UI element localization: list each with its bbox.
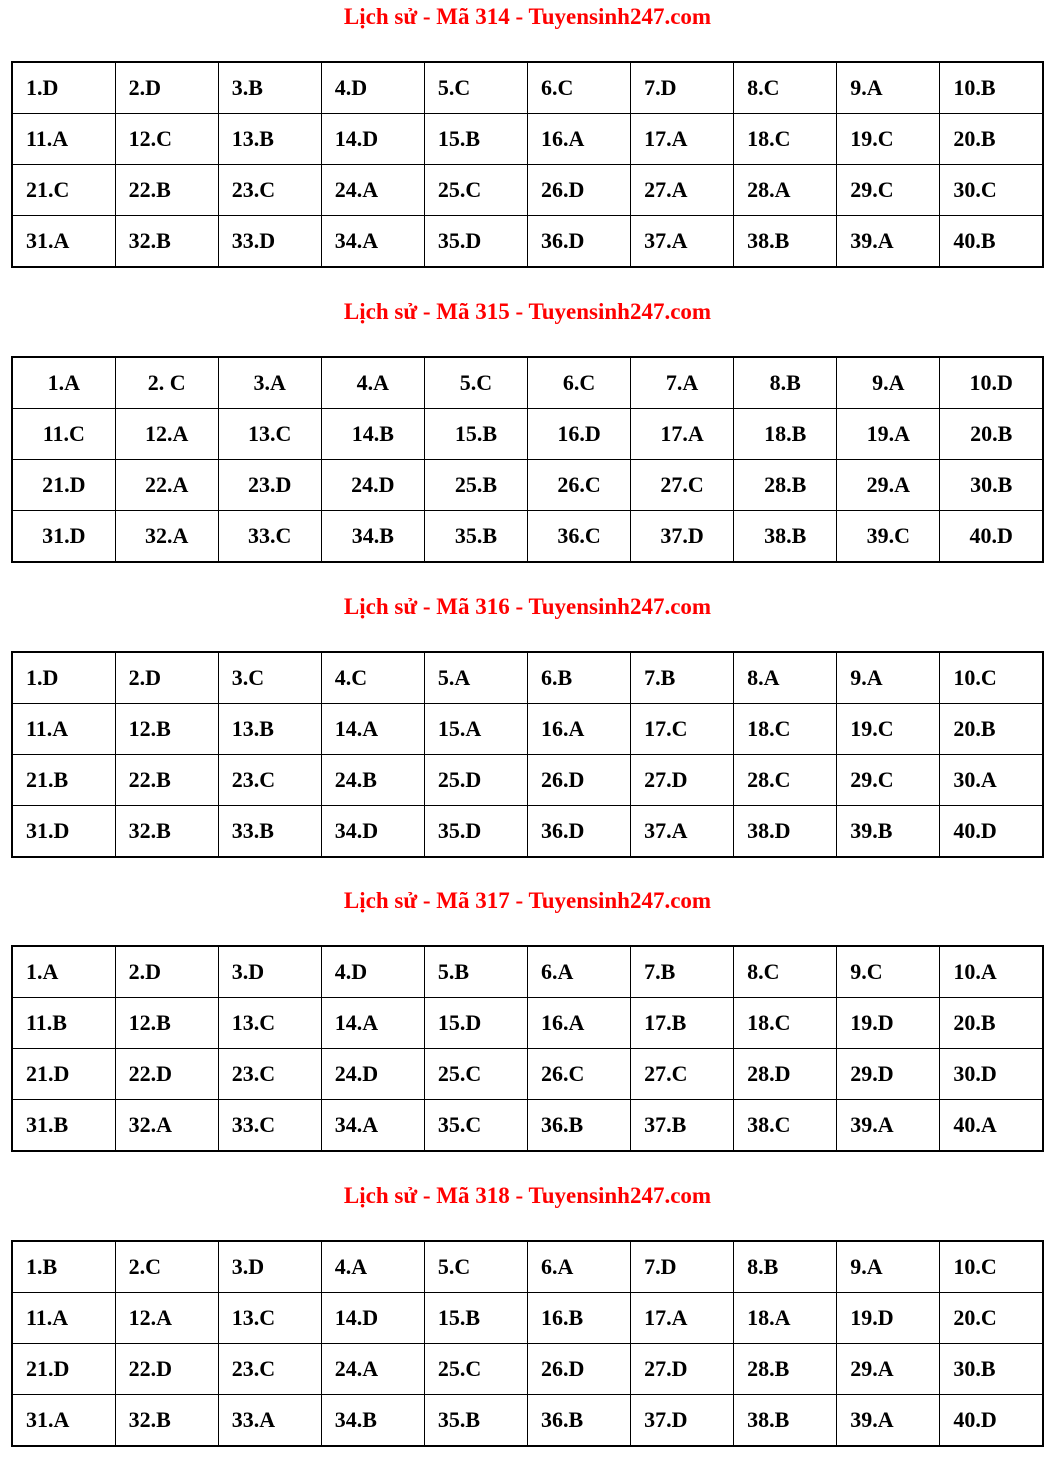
answer-cell: 16.A xyxy=(527,704,630,755)
answer-cell: 3.D xyxy=(218,946,321,998)
section-title: Lịch sử - Mã 317 - Tuyensinh247.com xyxy=(343,888,712,913)
answer-cell: 11.B xyxy=(12,998,115,1049)
answer-cell: 27.D xyxy=(631,755,734,806)
answer-cell: 34.A xyxy=(321,216,424,268)
answer-cell: 15.D xyxy=(424,998,527,1049)
answer-cell: 8.B xyxy=(734,1241,837,1293)
answer-table xyxy=(11,356,1044,563)
answer-cell: 6.A xyxy=(527,1241,630,1293)
answer-cell: 3.C xyxy=(218,652,321,704)
answer-cell: 29.A xyxy=(837,1344,940,1395)
answer-cell: 33.C xyxy=(218,1100,321,1152)
answer-cell: 2. C xyxy=(115,357,218,409)
answer-cell: 7.D xyxy=(631,1241,734,1293)
answer-table xyxy=(11,651,1044,858)
answer-cell: 13.C xyxy=(218,1293,321,1344)
answer-cell: 24.A xyxy=(321,1344,424,1395)
answer-cell: 17.A xyxy=(631,114,734,165)
answer-cell: 32.B xyxy=(115,1395,218,1447)
answer-cell: 6.C xyxy=(527,357,630,409)
answer-cell: 37.D xyxy=(631,511,734,563)
answer-cell: 30.A xyxy=(940,755,1043,806)
answer-cell: 38.D xyxy=(734,806,837,858)
answer-cell: 27.D xyxy=(631,1344,734,1395)
answer-cell: 34.B xyxy=(321,1395,424,1447)
table-row xyxy=(12,511,1043,563)
answer-cell: 22.D xyxy=(115,1049,218,1100)
answer-cell: 20.B xyxy=(940,998,1043,1049)
answer-cell: 38.C xyxy=(734,1100,837,1152)
table-row xyxy=(12,1241,1043,1293)
answer-cell: 29.D xyxy=(837,1049,940,1100)
answer-cell: 23.C xyxy=(218,1344,321,1395)
answer-cell: 15.B xyxy=(424,1293,527,1344)
answer-cell: 36.D xyxy=(527,216,630,268)
answer-cell: 40.D xyxy=(940,806,1043,858)
answer-cell: 14.A xyxy=(321,998,424,1049)
answer-cell: 15.B xyxy=(424,114,527,165)
answer-cell: 2.D xyxy=(115,946,218,998)
answer-cell: 30.B xyxy=(940,460,1043,511)
answer-cell: 31.A xyxy=(12,1395,115,1447)
answer-cell: 16.D xyxy=(527,409,630,460)
answer-cell: 33.C xyxy=(218,511,321,563)
answer-cell: 22.B xyxy=(115,755,218,806)
answer-cell: 30.C xyxy=(940,165,1043,216)
answer-cell: 40.D xyxy=(940,1395,1043,1447)
answer-cell: 13.C xyxy=(218,409,321,460)
answer-cell: 30.D xyxy=(940,1049,1043,1100)
answer-cell: 30.B xyxy=(940,1344,1043,1395)
answer-cell: 18.B xyxy=(734,409,837,460)
answer-cell: 16.B xyxy=(527,1293,630,1344)
answer-cell: 39.A xyxy=(837,1100,940,1152)
answer-cell: 6.C xyxy=(527,62,630,114)
answer-cell: 3.A xyxy=(218,357,321,409)
table-row xyxy=(12,1395,1043,1447)
answer-cell: 19.C xyxy=(837,114,940,165)
table-row xyxy=(12,755,1043,806)
answer-cell: 14.A xyxy=(321,704,424,755)
answer-cell: 12.A xyxy=(115,1293,218,1344)
answer-cell: 5.C xyxy=(424,1241,527,1293)
answer-cell: 31.A xyxy=(12,216,115,268)
answer-cell: 35.B xyxy=(424,1395,527,1447)
answer-cell: 21.B xyxy=(12,755,115,806)
table-row xyxy=(12,165,1043,216)
answer-cell: 27.A xyxy=(631,165,734,216)
answer-cell: 1.D xyxy=(12,62,115,114)
table-row xyxy=(12,1293,1043,1344)
table-row xyxy=(12,460,1043,511)
answer-cell: 26.C xyxy=(527,1049,630,1100)
answer-cell: 11.C xyxy=(12,409,115,460)
answer-cell: 34.A xyxy=(321,1100,424,1152)
answer-cell: 40.B xyxy=(940,216,1043,268)
answer-cell: 15.B xyxy=(424,409,527,460)
answer-cell: 22.D xyxy=(115,1344,218,1395)
answer-cell: 32.B xyxy=(115,216,218,268)
answer-cell: 24.D xyxy=(321,460,424,511)
answer-cell: 4.A xyxy=(321,1241,424,1293)
answer-cell: 19.A xyxy=(837,409,940,460)
table-row xyxy=(12,1049,1043,1100)
table-row xyxy=(12,998,1043,1049)
answer-cell: 19.D xyxy=(837,998,940,1049)
answer-cell: 1.D xyxy=(12,652,115,704)
answer-cell: 5.A xyxy=(424,652,527,704)
table-row xyxy=(12,114,1043,165)
answer-cell: 36.B xyxy=(527,1395,630,1447)
answer-cell: 7.A xyxy=(631,357,734,409)
answer-cell: 10.D xyxy=(940,357,1043,409)
answer-cell: 12.B xyxy=(115,704,218,755)
answer-cell: 9.A xyxy=(837,652,940,704)
answer-cell: 11.A xyxy=(12,114,115,165)
answer-cell: 20.B xyxy=(940,114,1043,165)
answer-cell: 2.D xyxy=(115,62,218,114)
answer-cell: 28.A xyxy=(734,165,837,216)
answer-cell: 7.D xyxy=(631,62,734,114)
answer-cell: 20.B xyxy=(940,704,1043,755)
answer-cell: 32.A xyxy=(115,511,218,563)
answer-cell: 17.C xyxy=(631,704,734,755)
answer-cell: 5.C xyxy=(424,62,527,114)
answer-cell: 25.C xyxy=(424,165,527,216)
answer-cell: 5.C xyxy=(424,357,527,409)
answer-cell: 35.B xyxy=(424,511,527,563)
answer-cell: 29.C xyxy=(837,165,940,216)
answer-cell: 37.A xyxy=(631,806,734,858)
answer-cell: 34.B xyxy=(321,511,424,563)
answer-cell: 38.B xyxy=(734,1395,837,1447)
answer-cell: 26.D xyxy=(527,165,630,216)
answer-cell: 19.D xyxy=(837,1293,940,1344)
answer-cell: 38.B xyxy=(734,511,837,563)
answer-cell: 19.C xyxy=(837,704,940,755)
answer-cell: 9.C xyxy=(837,946,940,998)
answer-cell: 37.B xyxy=(631,1100,734,1152)
answer-cell: 10.B xyxy=(940,62,1043,114)
answer-cell: 14.B xyxy=(321,409,424,460)
answer-cell: 8.B xyxy=(734,357,837,409)
answer-cell: 14.D xyxy=(321,114,424,165)
answer-cell: 37.A xyxy=(631,216,734,268)
answer-cell: 13.C xyxy=(218,998,321,1049)
answer-cell: 20.C xyxy=(940,1293,1043,1344)
answer-cell: 13.B xyxy=(218,704,321,755)
section-title: Lịch sử - Mã 315 - Tuyensinh247.com xyxy=(343,299,712,324)
answer-cell: 1.A xyxy=(12,357,115,409)
answer-cell: 25.C xyxy=(424,1344,527,1395)
answer-cell: 12.B xyxy=(115,998,218,1049)
answer-cell: 1.A xyxy=(12,946,115,998)
answer-cell: 39.A xyxy=(837,1395,940,1447)
answer-cell: 38.B xyxy=(734,216,837,268)
answer-cell: 11.A xyxy=(12,1293,115,1344)
answer-cell: 2.C xyxy=(115,1241,218,1293)
answer-cell: 16.A xyxy=(527,114,630,165)
answer-cell: 4.C xyxy=(321,652,424,704)
answer-cell: 25.D xyxy=(424,755,527,806)
answer-cell: 25.C xyxy=(424,1049,527,1100)
answer-cell: 35.C xyxy=(424,1100,527,1152)
answer-cell: 28.B xyxy=(734,460,837,511)
answer-cell: 33.D xyxy=(218,216,321,268)
table-row xyxy=(12,946,1043,998)
answer-cell: 20.B xyxy=(940,409,1043,460)
answer-cell: 35.D xyxy=(424,806,527,858)
answer-cell: 2.D xyxy=(115,652,218,704)
answer-cell: 10.C xyxy=(940,652,1043,704)
answer-cell: 34.D xyxy=(321,806,424,858)
answer-cell: 33.B xyxy=(218,806,321,858)
answer-cell: 11.A xyxy=(12,704,115,755)
answer-cell: 4.D xyxy=(321,62,424,114)
answer-cell: 10.A xyxy=(940,946,1043,998)
table-row xyxy=(12,62,1043,114)
answer-cell: 36.C xyxy=(527,511,630,563)
answer-cell: 22.A xyxy=(115,460,218,511)
answer-cell: 27.C xyxy=(631,460,734,511)
answer-cell: 39.A xyxy=(837,216,940,268)
table-row xyxy=(12,1344,1043,1395)
answer-cell: 32.B xyxy=(115,806,218,858)
answer-cell: 17.A xyxy=(631,1293,734,1344)
section-title: Lịch sử - Mã 316 - Tuyensinh247.com xyxy=(343,594,712,619)
table-row xyxy=(12,652,1043,704)
table-row xyxy=(12,409,1043,460)
answer-cell: 3.D xyxy=(218,1241,321,1293)
answer-cell: 21.D xyxy=(12,1344,115,1395)
answer-cell: 33.A xyxy=(218,1395,321,1447)
answer-cell: 40.A xyxy=(940,1100,1043,1152)
answer-cell: 28.B xyxy=(734,1344,837,1395)
answer-cell: 9.A xyxy=(837,357,940,409)
answer-cell: 9.A xyxy=(837,62,940,114)
answer-cell: 29.C xyxy=(837,755,940,806)
answer-cell: 9.A xyxy=(837,1241,940,1293)
answer-cell: 28.C xyxy=(734,755,837,806)
section-title: Lịch sử - Mã 314 - Tuyensinh247.com xyxy=(343,4,712,29)
answer-cell: 25.B xyxy=(424,460,527,511)
answer-cell: 21.C xyxy=(12,165,115,216)
answer-cell: 18.C xyxy=(734,114,837,165)
answer-cell: 5.B xyxy=(424,946,527,998)
answer-cell: 35.D xyxy=(424,216,527,268)
answer-table xyxy=(11,61,1044,268)
answer-cell: 18.C xyxy=(734,998,837,1049)
answer-cell: 26.D xyxy=(527,755,630,806)
answer-cell: 7.B xyxy=(631,946,734,998)
answer-cell: 23.D xyxy=(218,460,321,511)
answer-cell: 8.A xyxy=(734,652,837,704)
answer-cell: 36.B xyxy=(527,1100,630,1152)
answer-cell: 40.D xyxy=(940,511,1043,563)
answer-cell: 6.B xyxy=(527,652,630,704)
answer-cell: 4.D xyxy=(321,946,424,998)
answer-cell: 26.D xyxy=(527,1344,630,1395)
answer-table xyxy=(11,945,1044,1152)
answer-cell: 26.C xyxy=(527,460,630,511)
answer-cell: 16.A xyxy=(527,998,630,1049)
answer-cell: 31.D xyxy=(12,806,115,858)
answer-cell: 39.B xyxy=(837,806,940,858)
answer-cell: 12.C xyxy=(115,114,218,165)
table-row xyxy=(12,704,1043,755)
answer-cell: 3.B xyxy=(218,62,321,114)
answer-cell: 22.B xyxy=(115,165,218,216)
answer-cell: 23.C xyxy=(218,755,321,806)
answer-cell: 14.D xyxy=(321,1293,424,1344)
answer-cell: 31.D xyxy=(12,511,115,563)
answer-cell: 21.D xyxy=(12,1049,115,1100)
answer-cell: 1.B xyxy=(12,1241,115,1293)
answer-cell: 18.A xyxy=(734,1293,837,1344)
answer-table xyxy=(11,1240,1044,1447)
answer-cell: 13.B xyxy=(218,114,321,165)
answer-cell: 27.C xyxy=(631,1049,734,1100)
table-row xyxy=(12,357,1043,409)
answer-cell: 24.B xyxy=(321,755,424,806)
answer-cell: 7.B xyxy=(631,652,734,704)
answer-cell: 6.A xyxy=(527,946,630,998)
answer-cell: 17.A xyxy=(631,409,734,460)
answer-cell: 12.A xyxy=(115,409,218,460)
answer-cell: 24.D xyxy=(321,1049,424,1100)
answer-cell: 23.C xyxy=(218,1049,321,1100)
answer-cell: 28.D xyxy=(734,1049,837,1100)
answer-cell: 4.A xyxy=(321,357,424,409)
answer-cell: 36.D xyxy=(527,806,630,858)
answer-cell: 29.A xyxy=(837,460,940,511)
answer-cell: 23.C xyxy=(218,165,321,216)
answer-cell: 37.D xyxy=(631,1395,734,1447)
answer-cell: 24.A xyxy=(321,165,424,216)
answer-cell: 10.C xyxy=(940,1241,1043,1293)
answer-cell: 31.B xyxy=(12,1100,115,1152)
table-row xyxy=(12,806,1043,858)
answer-cell: 32.A xyxy=(115,1100,218,1152)
table-row xyxy=(12,1100,1043,1152)
answer-cell: 39.C xyxy=(837,511,940,563)
answer-cell: 8.C xyxy=(734,62,837,114)
section-title: Lịch sử - Mã 318 - Tuyensinh247.com xyxy=(343,1183,712,1208)
answer-cell: 18.C xyxy=(734,704,837,755)
answer-cell: 8.C xyxy=(734,946,837,998)
answer-cell: 15.A xyxy=(424,704,527,755)
table-row xyxy=(12,216,1043,268)
answer-cell: 21.D xyxy=(12,460,115,511)
answer-cell: 17.B xyxy=(631,998,734,1049)
